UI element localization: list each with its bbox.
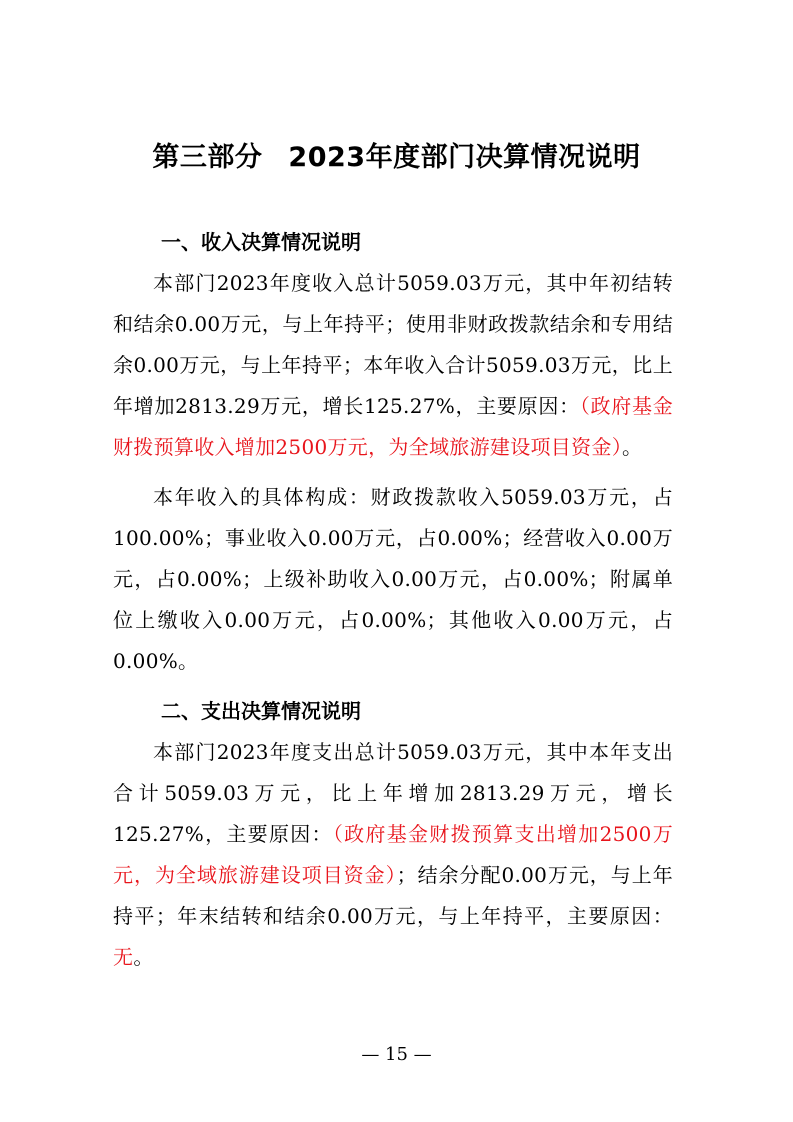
expense-reason-text: （政府基金财拨预算支出增加2500万元，为全域旅游建设项目资金） [113, 822, 673, 887]
income-summary-paragraph [113, 263, 673, 468]
income-summary-end: 。 [622, 435, 643, 459]
expense-summary-end: 。 [133, 945, 154, 969]
expense-summary-text: 本部门2023年度支出总计5059.03万元，其中本年支出合计5059.03万元，比上年增加2813.29万元，增长125.27%，主要原因： [113, 740, 673, 846]
document-body [113, 222, 673, 987]
income-composition-paragraph: 本年收入的具体构成：财政拨款收入5059.03万元，占100.00%；事业收入0.00万元，占0.00%；经营收入0.00万元，占0.00%；上级补助收入0.00万元，占0.00%；附属单位上缴收入0.00万元，占0.00%；其他收入0.00万元，占0.00%。 [113, 485, 673, 673]
expense-balance-text: ；结余分配0.00万元，与上年持平；年末结转和结余0.00万元，与上年持平，主要原因： [113, 863, 674, 928]
page-number: — 15 — [361, 1044, 432, 1065]
income-summary-text: 本部门2023年度收入总计5059.03万元，其中年初结转和结余0.00万元，与上年持平；使用非财政拨款结余和专用结余0.00万元，与上年持平；本年收入合计5059.03万元，比上年增加2813.29万元，增长125.27%，主要原因： [113, 271, 673, 418]
expense-summary-paragraph [113, 732, 673, 978]
title-main: 2023年度部门决算情况说明 [288, 142, 641, 173]
income-section-heading: 一、收入决算情况说明 [161, 230, 361, 254]
page-title [0, 138, 793, 178]
expense-reason2-text: 无 [113, 945, 134, 969]
title-part: 第三部分 [152, 142, 263, 173]
expense-section-heading: 二、支出决算情况说明 [161, 699, 361, 723]
income-reason-text: （政府基金财拨预算收入增加2500万元，为全域旅游建设项目资金） [113, 394, 674, 459]
